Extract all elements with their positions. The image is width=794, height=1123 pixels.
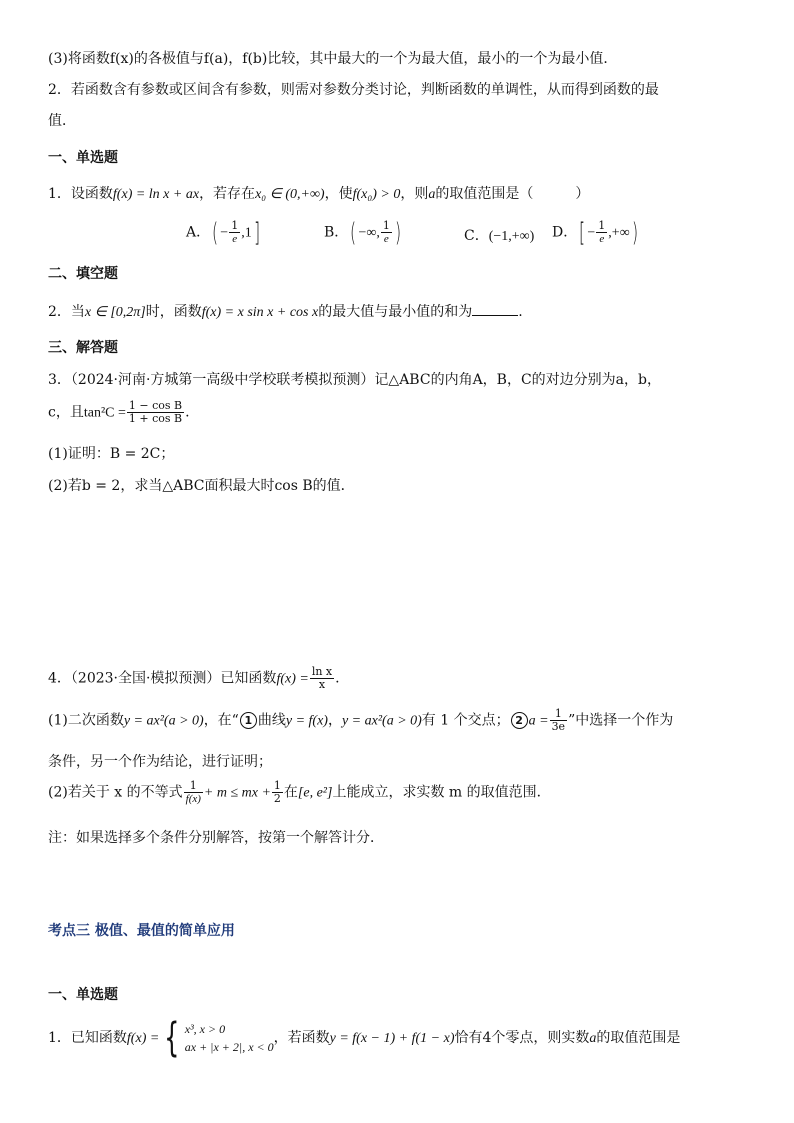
q4-part2 bbox=[48, 780, 748, 818]
q3-part1: (1)证明：B = 2C； bbox=[48, 446, 175, 462]
s4-q1-case2: ax + |x + 2|, x < 0 bbox=[184, 1040, 274, 1054]
q4-p2-num2: 1 bbox=[273, 779, 281, 792]
q4-func-pre: f(x) = bbox=[276, 671, 309, 687]
s4-q1-func-pre: f(x) = bbox=[126, 1031, 160, 1046]
q1-option-a[interactable]: A．( − $\frac{1}{e}$ ,1] bbox=[186, 217, 260, 248]
q4-part1-line2: 条件，另一个作为结论，进行证明； bbox=[48, 754, 272, 770]
q3-fraction bbox=[127, 400, 184, 425]
s4-q1-var: a bbox=[589, 1031, 597, 1046]
q3-line2 bbox=[48, 400, 748, 434]
option-c-label: C． bbox=[464, 228, 489, 244]
q1-options bbox=[48, 217, 748, 256]
q4-p2-interval: [e, e²] bbox=[297, 785, 333, 801]
circled-one-icon: 1 bbox=[240, 712, 257, 729]
s4-q1-stem bbox=[48, 1015, 748, 1064]
q4-num: ln x bbox=[311, 665, 333, 678]
q4-p1-c: ，在“ bbox=[203, 712, 239, 729]
topic3-title: 考点三 极值、最值的简单应用 bbox=[48, 923, 235, 939]
option-d-fraction bbox=[596, 220, 607, 245]
q4-p1-den: 3e bbox=[551, 720, 566, 733]
q4-head bbox=[48, 666, 748, 700]
q3-tan: tan²C = bbox=[83, 405, 126, 421]
q4-p1-num: 1 bbox=[550, 708, 568, 721]
q3-line1: 3．（2024·河南·方城第一高级中学校联考模拟预测）记△ABC的内角A，B，C的对边分别为a，b， bbox=[48, 372, 661, 388]
q1-option-b[interactable]: B．( −∞, $\frac{1}{e}$ ) bbox=[324, 217, 401, 248]
s4-q1-func2: y = f(x − 1) + f(1 − x) bbox=[329, 1031, 455, 1046]
q4-p2-den2: 2 bbox=[273, 792, 281, 805]
s4-q1-text-a: ，若函数 bbox=[273, 1030, 330, 1046]
option-d-den: e bbox=[599, 233, 605, 245]
q1-stem bbox=[48, 184, 748, 205]
q3-num: 1 − cos B bbox=[128, 399, 183, 412]
q4-p2-fraction2 bbox=[272, 780, 283, 805]
q1-var: a bbox=[428, 187, 436, 202]
q4-den: x bbox=[318, 678, 326, 691]
q3-part2: (2)若b = 2，求当△ABC面积最大时cos B的值． bbox=[48, 478, 355, 494]
option-a-num: 1 bbox=[231, 219, 239, 232]
q1-text-d: 的取值范围是（ ） bbox=[435, 186, 590, 202]
q1-text-a: ，若存在 bbox=[199, 186, 256, 202]
q4-p2-a: (2)若关于 x 的不等式 bbox=[48, 784, 183, 801]
q4-p1-e: y = f(x) bbox=[285, 713, 328, 729]
intro-step3: (3)将函数f(x)的各极值与f(a)，f(b)比较，其中最大的一个为最大值，最小的一个为最小值． bbox=[48, 51, 618, 67]
left-brace-icon: { bbox=[164, 1015, 180, 1061]
q1-number: 1．设函数 bbox=[48, 186, 113, 202]
circled-two-icon: 2 bbox=[511, 712, 528, 729]
s4-q1-text-b: 恰有4个零点，则实数 bbox=[454, 1030, 590, 1046]
q4-p2-den: f(x) bbox=[185, 793, 201, 805]
intro-rule2-line2: 值． bbox=[48, 113, 76, 129]
q2-cond: x ∈ [0,2π] bbox=[84, 305, 146, 320]
q1-text-c: ，则 bbox=[400, 186, 429, 202]
option-d-pre: − bbox=[587, 225, 596, 241]
q1-text-b: ，使 bbox=[324, 186, 353, 202]
q2-answer-blank[interactable] bbox=[472, 301, 518, 316]
q4-fraction bbox=[310, 666, 334, 691]
option-d-right: ,+∞ bbox=[608, 225, 630, 241]
q4-p2-b: + m ≤ mx + bbox=[203, 785, 271, 801]
q2-text-a: 时，函数 bbox=[145, 304, 202, 320]
s4-q1-case1: x³, x > 0 bbox=[184, 1022, 226, 1036]
q4-p1-b: y = ax²(a > 0) bbox=[123, 713, 204, 729]
q4-p1-g: y = ax²(a > 0) bbox=[341, 713, 422, 729]
q1-func: f(x) = ln x + ax bbox=[112, 187, 200, 202]
q4-p1-a: (1)二次函数 bbox=[48, 712, 124, 729]
q3-line2-post: . bbox=[185, 404, 190, 421]
q2-number: 2．当 bbox=[48, 304, 85, 320]
q4-p1-i: a = bbox=[528, 713, 549, 729]
option-a-fraction bbox=[229, 220, 240, 245]
q4-p2-c: 在 bbox=[283, 784, 298, 801]
q4-p1-f: ， bbox=[327, 712, 342, 729]
option-c-value: (−1,+∞) bbox=[488, 229, 535, 244]
q4-note: 注：如果选择多个条件分别解答，按第一个解答计分． bbox=[48, 830, 384, 846]
s4-q1-number: 1．已知函数 bbox=[48, 1030, 127, 1046]
q2-stem bbox=[48, 301, 748, 323]
option-b-den: e bbox=[383, 233, 389, 245]
option-d-num: 1 bbox=[598, 219, 606, 232]
section3-heading: 三、解答题 bbox=[48, 340, 118, 356]
q4-p2-num: 1 bbox=[184, 780, 203, 793]
q1-option-d[interactable]: D．[ − $\frac{1}{e}$ ,+∞) bbox=[552, 217, 638, 248]
q4-p2-d: 上能成立，求实数 m 的取值范围． bbox=[332, 784, 551, 801]
option-a-minus: − bbox=[220, 225, 229, 241]
option-b-num: 1 bbox=[382, 219, 390, 232]
q3-line2-pre: c，且 bbox=[48, 404, 84, 421]
q3-den: 1 + cos B bbox=[128, 412, 183, 425]
q4-p2-fraction bbox=[184, 780, 203, 805]
option-d-label: D． bbox=[552, 224, 578, 241]
option-a-den: e bbox=[232, 233, 238, 245]
q4-p1-fraction bbox=[550, 708, 568, 733]
section2-heading: 二、填空题 bbox=[48, 266, 118, 282]
q4-part1 bbox=[48, 708, 748, 744]
q2-func: f(x) = x sin x + cos x bbox=[201, 305, 319, 320]
q4-head-pre: 4．（2023·全国·模拟预测）已知函数 bbox=[48, 670, 277, 687]
option-b-fraction bbox=[381, 220, 392, 245]
q4-p1-d: 曲线 bbox=[257, 712, 286, 729]
option-b-label: B． bbox=[324, 224, 349, 241]
q1-option-c[interactable] bbox=[464, 226, 534, 247]
option-b-pre: −∞, bbox=[358, 225, 380, 241]
intro-rule2-line1: 2．若函数含有参数或区间含有参数，则需对参数分类讨论，判断函数的单调性，从而得到函数的最 bbox=[48, 82, 659, 98]
option-a-label: A． bbox=[186, 224, 211, 241]
option-a-right: ,1 bbox=[241, 225, 252, 241]
q4-p1-h: 有 1 个交点； bbox=[421, 712, 510, 729]
q1-cond2: f(x₀) > 0 bbox=[352, 187, 401, 202]
q1-cond: x₀ ∈ (0,+∞) bbox=[255, 187, 325, 202]
s4-q1-text-c: 的取值范围是 bbox=[596, 1030, 681, 1046]
q4-head-post: . bbox=[335, 670, 340, 687]
q4-p1-j: ”中选择一个作为 bbox=[568, 712, 674, 729]
section1-heading: 一、单选题 bbox=[48, 150, 118, 166]
section4-heading: 一、单选题 bbox=[48, 987, 118, 1003]
q2-text-b: 的最大值与最小值的和为 bbox=[318, 304, 473, 320]
q2-end: . bbox=[518, 304, 523, 320]
s4-q1-cases bbox=[185, 1020, 274, 1056]
